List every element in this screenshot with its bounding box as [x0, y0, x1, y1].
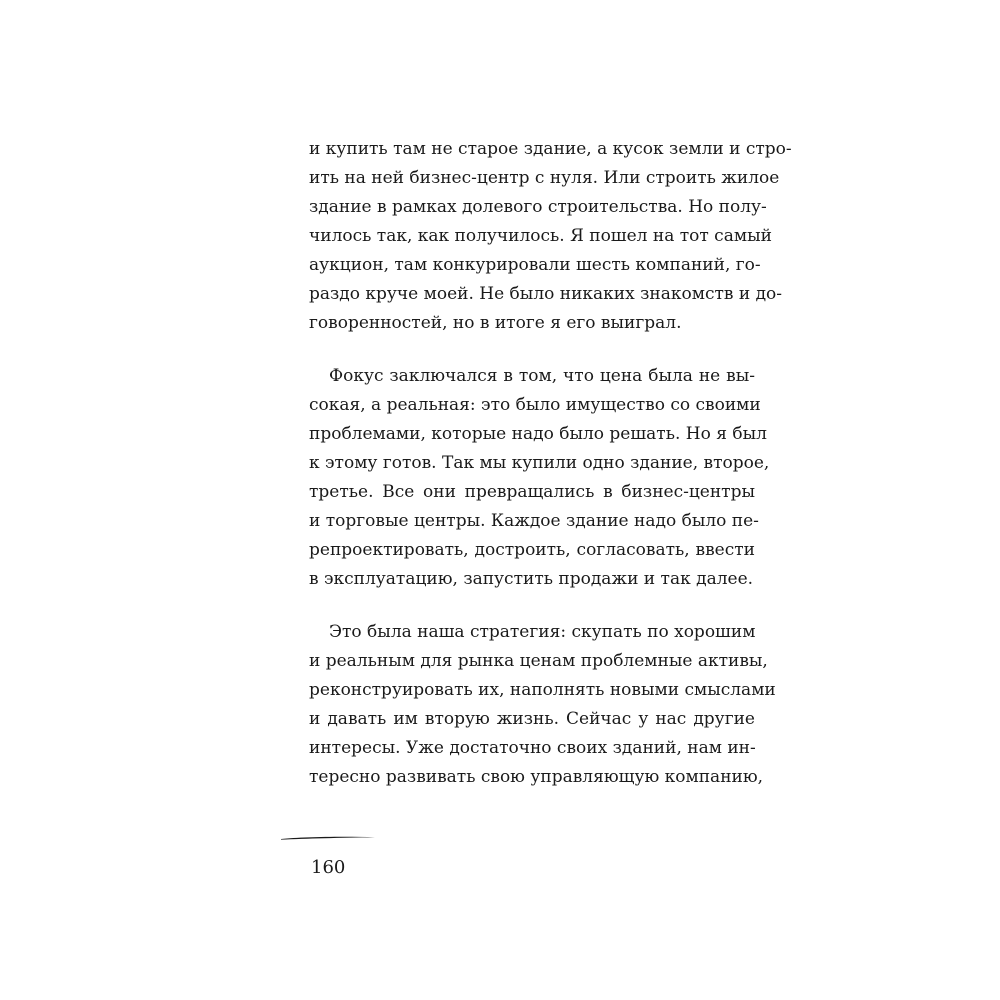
body-text: [309, 135, 792, 792]
paragraph: [309, 362, 770, 594]
text-line: и купить там не старое здание, а кусок земли и стро-: [309, 139, 792, 159]
page-number: 160: [311, 857, 346, 878]
paragraph: [309, 618, 776, 792]
text-line: говоренностей, но в итоге я его выиграл.: [309, 313, 682, 333]
text-line: ить на ней бизнес-центр с нуля. Или строить жилое: [309, 168, 780, 188]
text-line: и реальным для рынка ценам проблемные активы,: [309, 651, 768, 671]
text-line: чилось так, как получилось. Я пошел на тот самый: [309, 226, 772, 246]
paragraph: [309, 135, 792, 338]
text-line: сокая, а реальная: это было имущество со своими: [309, 395, 761, 415]
text-line: Это была наша стратегия: скупать по хорошим: [329, 622, 756, 642]
text-line: здание в рамках долевого строительства. Но полу-: [309, 197, 767, 217]
text-line: Фокус заключался в том, что цена была не вы-: [329, 366, 755, 386]
text-line: реконструировать их, наполнять новыми смыслами: [309, 680, 776, 700]
text-line: и давать им вторую жизнь. Сейчас у нас другие: [309, 709, 755, 729]
text-line: к этому готов. Так мы купили одно здание, второе,: [309, 453, 770, 473]
text-line: и торговые центры. Каждое здание надо было пе-: [309, 511, 759, 531]
text-line: интересы. Уже достаточно своих зданий, нам ин-: [309, 738, 756, 758]
text-line: раздо круче моей. Не было никаких знакомств и до-: [309, 284, 783, 304]
paragraph-gap: [309, 594, 755, 618]
text-line: третье. Все они превращались в бизнес-центры: [309, 482, 755, 502]
text-line: тересно развивать свою управляющую компанию,: [309, 767, 764, 787]
text-line: аукцион, там конкурировали шесть компаний, го-: [309, 255, 761, 275]
paragraph-gap: [309, 338, 755, 362]
text-line: в эксплуатацию, запустить продажи и так далее.: [309, 569, 754, 589]
footer-rule: [281, 834, 375, 842]
text-line: проблемами, которые надо было решать. Но я был: [309, 424, 767, 444]
text-line: репроектировать, достроить, согласовать, ввести: [309, 540, 755, 560]
